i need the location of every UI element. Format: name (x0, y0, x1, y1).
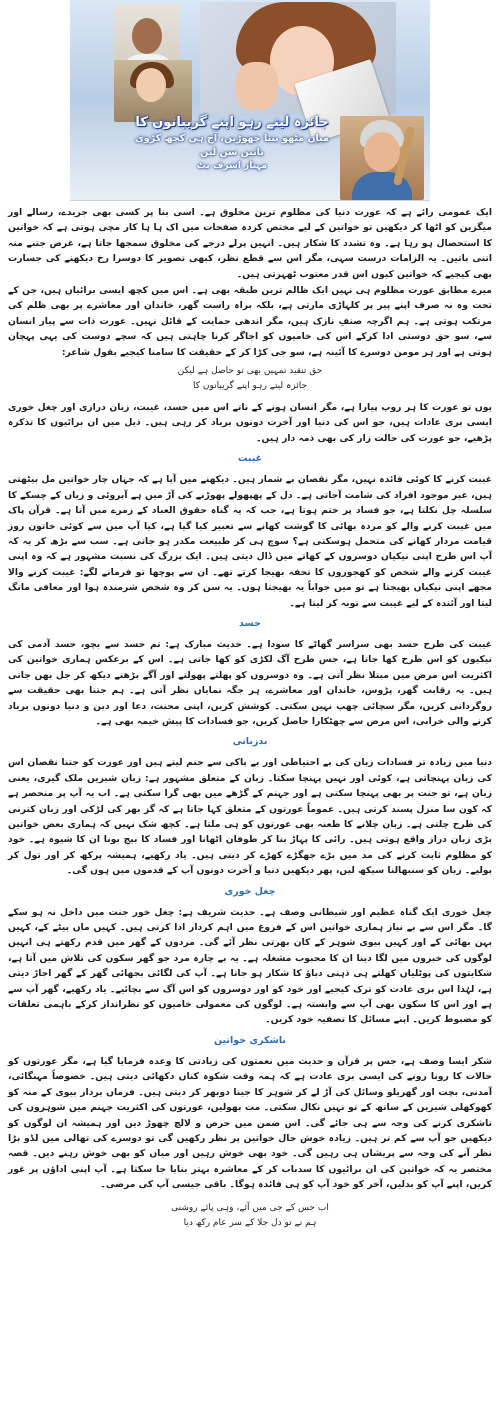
article-subtitle: میاں مٹھو بننا چھوڑیں، آج ہی کچھ کڑوی باتیں سن لیں (135, 133, 329, 158)
section-heading-gheebat: غیبت (237, 453, 263, 465)
verse-line: اب جس کے جی میں آئے، وہی پائے روشنی (171, 1202, 329, 1213)
verse-line: جائزہ لیتے رہو اپنے گریبانوں کا (192, 381, 308, 392)
section-text: دنیا میں زیادہ تر فسادات زبان کی بے احتیاطی اور بے باکی سے جنم لیتے ہیں اور عورت کو جتنا نقصان اس کی زبان پہنچاتی ہے، کوئی اور نہیں پہنچا سکتا۔ زبان کے متعلق مشہور ہے: زبان شیریں ملک گیری، یعنی زبان ہے، تو جنت پر بھی پہنچا سکتی ہے اور جہنم کے گڑھے میں بھی گرا سکتی ہے۔ اب یہ آپ پر منحصر ہے کہ کون سا منزل پسند کرتی ہیں۔ عموماً عورتوں کے متعلق کہا جاتا ہے کہ گز بھر کی لڑکی اور زبان کترنی کی طرح چلتی ہے۔ زبان چلانے کا طعنہ بھی عورتوں کو ہی ملتا ہے۔ کچھ شک نہیں کہ ہماری بعض خواتین بڑی زبان دراز واقع ہوتی ہیں۔ رائی کا پہاڑ بنا کر طوفان اٹھانا اور فساد کا بیج بونا ان کا شیوہ ہے۔ خود کو مظلوم ثابت کرنے کی مد میں بڑے جھگڑے کھڑے کر دیتی ہیں۔ یاد رکھیے، ہمیشہ پرکھ کر اور تول کر بولیے۔ زبان کو سنبھالنا سیکھ لیں، پھر دیکھیں دنیا و آخرت دونوں آپ کے قدموں میں ہوں گی۔ (8, 757, 492, 877)
section-text: غیبت کی طرح حسد بھی سراسر گھاٹے کا سودا ہے۔ حدیث مبارک ہے: تم حسد سے بچو، حسد آدمی کی نیکیوں کو اس طرح کھا جاتا ہے، جس طرح آگ لکڑی کو کھا جاتی ہے۔ اس کے برعکس ہماری خواتین کی اکثریت اس مرض میں مبتلا نظر آتی ہے۔ وہ دوسروں کو پھلتے پھولتے اور آگے بڑھتے دیکھ کر جل بھن جاتی ہیں۔ یہ رقابت گھر، پڑوس، خاندان اور معاشرے، ہر جگہ نمایاں نظر آتی ہے۔ ہم جتنا بھی حقیقت سے روگردانی کریں، مگر سچائی چھپ نہیں سکتی۔ کوشش کریں، اپنی محنت، دعا اور دین و دنیا دونوں برباد کرنے والی خرابی، اس مرض سے چھٹکارا حاصل کریں، جو فسادات کا پیش خیمہ بھی ہے۔ (8, 638, 492, 727)
article-title: جائزہ لیتے رہو اپنے گریبانوں کا (135, 115, 329, 130)
intro-paragraph: میرے مطابق عورت مظلوم ہی نہیں ایک ظالم ترین طبقہ بھی ہے۔ اس میں کچھ ایسی برائیاں ہیں، جن کے تحت وہ نہ صرف اپنے پیر پر کلہاڑی مارتی ہے، بلکہ براہ راست گھر، خاندان اور معاشرے پر بھی ظلم کی مرتکب ہوتی ہے۔ ہم اگرچہ صنفِ نازک ہیں، مگر اندھی حمایت کے قائل نہیں۔ عورت ذات سے پیار انسان سے، سو حق دوستی ادا کرکے اس کی خامیوں کو اجاگر کرنا چاہتی ہیں کہ سچے دوست کی یہی پہچان ہوتی ہے اور ہر مومن دوسرے کا آئینہ ہے، سو جی کڑا کر کے حقیقت کا سامنا کیجیے بقول شاعر: (8, 285, 492, 358)
verse-line: حق تنقید تمہیں بھی تو حاصل ہے لیکن (177, 366, 323, 377)
closing-verse (8, 1201, 492, 1231)
section-heading-hasad: حسد (238, 617, 261, 629)
section-heading-chughal-khori: چغل خوری (224, 885, 276, 897)
section-text: غیبت کرنے کا کوئی فائدہ نہیں، مگر نقصان بے شمار ہیں۔ دیکھنے میں آیا ہے کہ جہاں چار خواتین مل بیٹھتی ہیں، غیر موجود افراد کی شامت آجاتی ہے۔ دل کے پھپھولے پھوڑنے کی آڑ میں ہے آبروئی و زیاں کے چسکے کا سلسلہ چل نکلتا ہے، جو فساد پر ختم ہوتا ہے، جب کہ یہ گناہ حقوق العباد کے زمرے میں آتا ہے۔ قرآن پاک میں غیبت کرنے والے کو مردہ بھائی کا گوشت کھانے سے تعبیر کیا گیا ہے، کیا آپ میں سے کوئی خاتون روز قیامت مردار کھانے کی متحمل ہوسکتی ہے؟ سوچ ہی کر طبیعت مکدر ہو جاتی ہے۔ سب سے بڑھ کر یہ کہ آپ اس طرح اپنی نیکیاں دوسروں کے کھاتے میں ڈال دیتی ہیں۔ ایک بزرگ کی نسبت مشہور ہے کہ وہ اپنی غیبت کرنے والے شخص کو کھجوروں کا تحفہ بھیجا کرتے تھے۔ ان سے پوچھا تو فرمانے لگے: غیبت کرنے والا مجھے اپنی نیکیاں بھیجتا ہے تو میں جواباً یہ بھیجتا ہوں۔ یہ سن کر وہ شخص شرمندہ ہوا اور معافی مانگ لیتا اور آئندہ کے لیے غیبت سے توبہ کر لیتا ہے۔ (8, 474, 492, 609)
verse-line: ہم نے تو دل جلا کے سر عام رکھ دیا (183, 1217, 317, 1228)
header-collage (70, 0, 430, 201)
section-text: شکر ایسا وصف ہے، جس پر قرآن و حدیث میں نعمتوں کی زیادتی کا وعدہ فرمایا گیا ہے، مگر عورتوں کو حالات کا رونا رونے کی ایسی بری عادت ہے کہ ہمہ وقت شکوہ کناں دکھائی دیتی ہیں۔ خصوصاً مہنگائی، آمدنی، بچت اور گھریلو وسائل کی آڑ لے کر شوہر کا جینا دوبھر کر دیتی ہیں۔ فرماں بردار بیوی کے منہ کو کھوکھلی شیریں کے ساتھ کے تو نہیں نکال سکتی۔ مت بھولیں، عورتوں کی اکثریت جہنم میں شوہروں کی ناشکری کرنے کی وجہ سے ہی جائے گی۔ اس ضمن میں حرص و لالچ چھوڑ دیں اور ہمیشہ ان لوگوں کو دیکھیں جو آپ سے کم تر ہیں۔ زیادہ خوش حال خواتین پر نظر رکھیں گی تو دوسرے کی تھالی میں لڈو بڑا نظر آنے کی وجہ سے پریشان ہی رہیں گی۔ خود بھی خوش رہیں اور میاں کو بھی خوش رہنے دیں۔ قصہ مختصر یہ کہ خواتین کی ان برائیوں کا سدباب کر کے معاشرہ بہتر بنایا جا سکتا ہے۔ آپ اپنی اداؤں پر غور کریں، اپنے آپ کو بدلیں، آخر کو خود آپ کو ہی فائدہ ہوگا۔ باقی جیسی آپ کی مرضی۔ (8, 1055, 492, 1191)
article-author: مہناز اشرف بٹ (196, 161, 268, 171)
title-block (134, 114, 330, 173)
intro-paragraph: ایک عمومی رائے ہے کہ عورت دنیا کی مظلوم ترین مخلوق ہے۔ اسی بنا پر کسی بھی جریدے، رسالے اور میگزین کو اٹھا کر دیکھیں تو خواتین کے لیے مختص کردہ صفحات میں اک ہا ہا کار مچی ہوتی ہے کہ خواتین کا استحصال ہو رہا ہے۔ وہ تشدد کا شکار ہیں۔ انہیں پرلے درجے کی مخلوق سمجھا جاتا ہے، غرض جتنے منہ اتنی باتیں۔ یہ الزامات درست سہی، مگر اس سے قطع نظر، کبھی تصویر کا دوسرا رخ دیکھنے کی جسارت بھی کیجیے کہ خواتین کیوں اس قدر معتوب ٹھہرتی ہیں۔ (8, 207, 492, 280)
section-heading-badzabani: بدزبانی (232, 736, 268, 748)
section-text: چغل خوری ایک گناہ عظیم اور شیطانی وصف ہے۔ حدیث شریف ہے: چغل خور جنت میں داخل نہ ہو سکے گا۔ مگر اس سے بے نیاز ہماری خواتین اس کے فروغ میں اہم کردار ادا کرتی ہیں۔ کہیں ماں بیٹے کے، کہیں بہن بھائی کے اور کہیں بیوی شوہر کے کان بھرتی نظر آئے گی۔ مردوں کے گھر میں قدم رکھتے ہی انہیں لوگوں کی خبروں میں لگا دینا ان کا محبوب مشغلہ ہے۔ یہ بے چارہ مرد جو گھر سکون کی تلاش میں آتا ہے، شکایتوں کی پوٹلیاں کھلتے ہی ذہنی دباؤ کا شکار ہو جاتا ہے۔ آپ کی لگائی بجھائی گھر کے گھر اجاڑ دیتی ہے، لہٰذا اس بری عادت کو ترک کیجیے اور خود کو اور دوسروں کو اس آگ سے بچائیے۔ یاد رکھیے، گھر آپ سے ہے اور اس کا سکون بھی آپ سے وابستہ ہے۔ لوگوں کی معمولی خامیوں کو نظرانداز کرکے باہمی تعلقات کو مضبوط کریں۔ اپنے مسائل کا تصفیہ خود کریں۔ (8, 906, 492, 1026)
verse-couplet (8, 364, 492, 394)
article-body (8, 205, 492, 1237)
section-heading-nashukri: ناشکری خواتین (214, 1034, 286, 1046)
intro-paragraph: یوں تو عورت کا ہر روپ پیارا ہے، مگر انسان ہونے کے ناتے اس میں حسد، غیبت، زبان درازی اور چغل خوری ایسی بری عادات ہیں، جو اس کی دنیا اور آخرت دونوں برباد کر رہی ہیں۔ ذیل میں ان برائیوں کا تذکرہ پڑھیے، جو عورت کی حالت زار کی بھی ذمہ دار ہیں۔ (8, 402, 492, 444)
woman-photo-left (114, 60, 192, 122)
